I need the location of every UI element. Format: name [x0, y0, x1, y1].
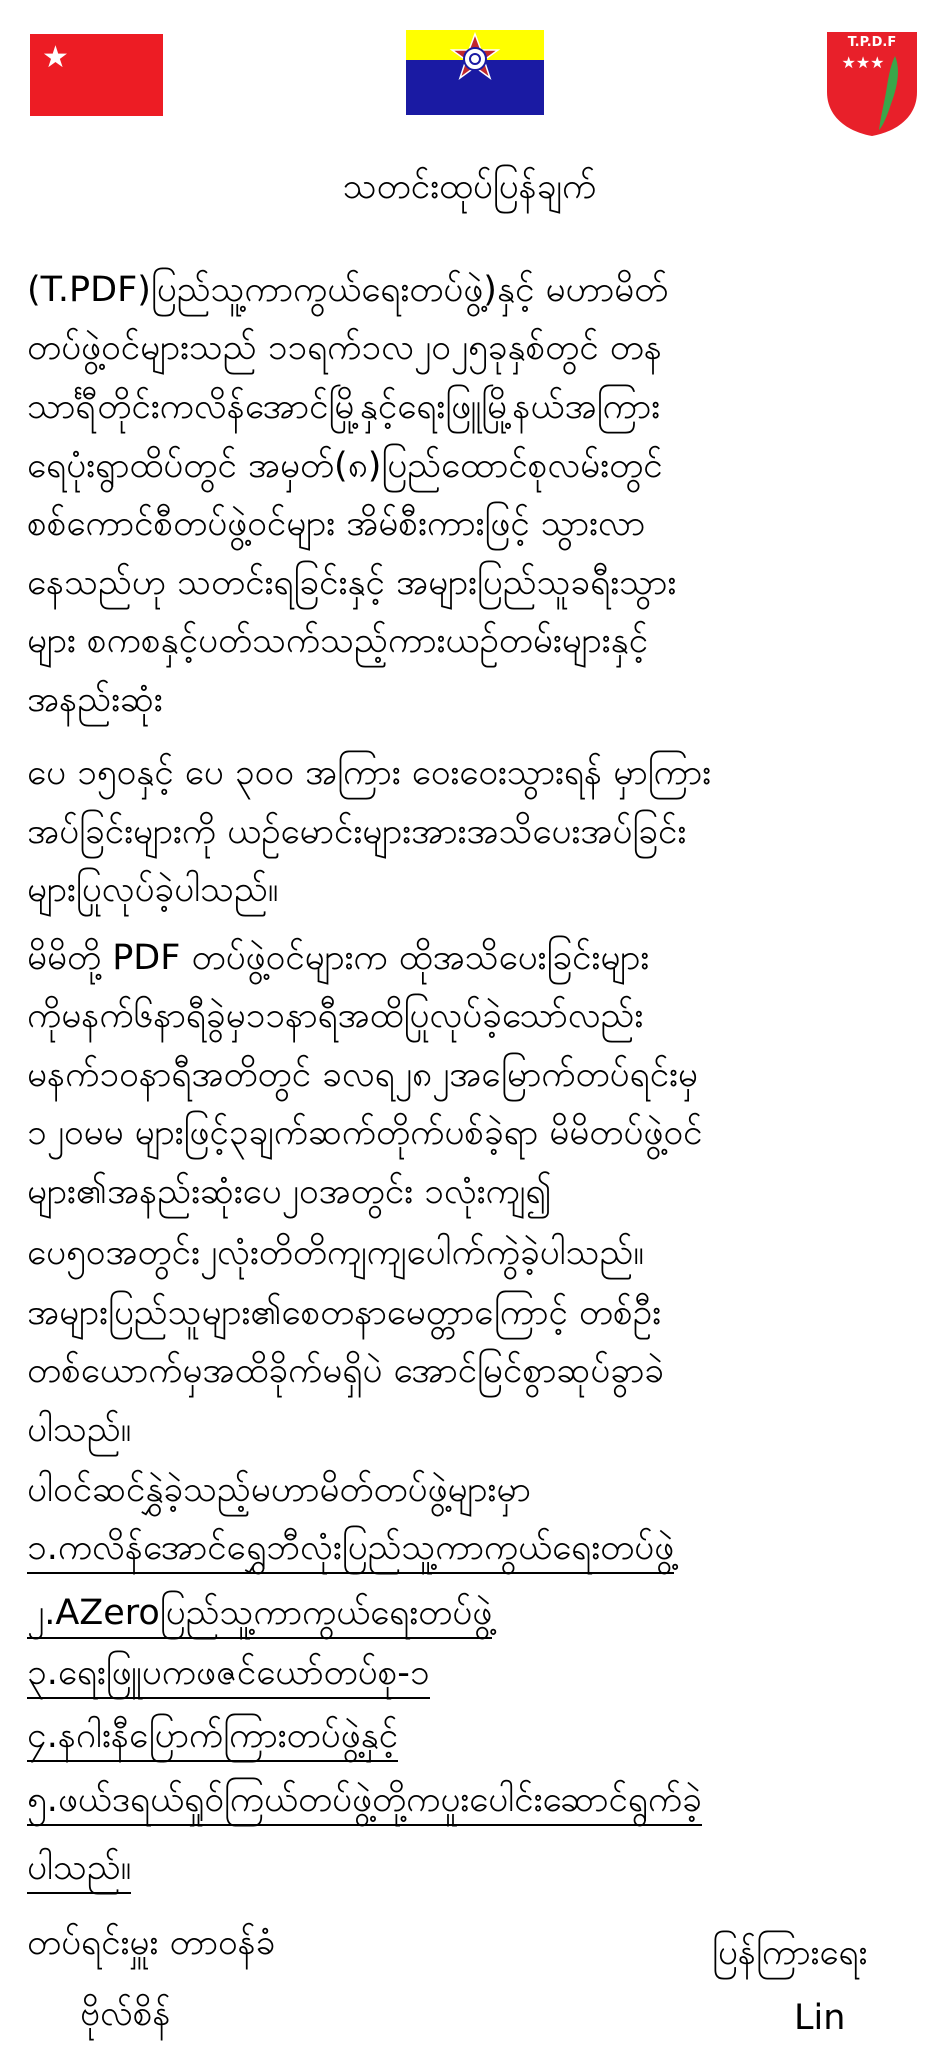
body-line: အနည်းဆုံး — [27, 680, 163, 720]
info-officer-name: Lin — [794, 1998, 846, 2038]
page-title: သတင်းထုပ်ပြန်ချက် — [342, 167, 597, 207]
commander-title: တပ်ရင်းမှူး တာဝန်ခံ — [27, 1923, 276, 1963]
body-line: နေသည်ဟု သတင်းရခြင်းနှင့် အများပြည်သူခရီးသွား — [27, 563, 677, 603]
ally-name: ပါသည်။ — [27, 1848, 131, 1894]
svg-text:★★★: ★★★ — [841, 53, 885, 72]
body-line: များ၏အနည်းဆုံးပေ၂၀အတွင်း ၁လုံးကျ၍ — [27, 1172, 552, 1212]
commander-name: ဗိုလ်စိန် — [80, 1994, 171, 2034]
body-line: ပါဝင်ဆင်နွှဲခဲ့သည့်မဟာမိတ်တပ်ဖွဲ့များမှာ — [27, 1470, 531, 1510]
ally-item — [27, 1520, 674, 1576]
body-line: အပ်ခြင်းများကို ယဉ်မောင်းများအားအသိပေးအပ်ခြင်း — [27, 812, 687, 852]
body-line: များ စကစနှင့်ပတ်သက်သည့်ကားယဉ်တမ်းများနှင့် — [27, 621, 649, 661]
ally-name: ၄.နဂါးနီပြောက်ကြားတပ်ဖွဲ့နှင့် — [27, 1716, 398, 1762]
ally-name: ၅.ဖယ်ဒရယ်ရှုဝ်ကြယ်တပ်ဖွဲ့တို့ကပူးပေါင်းဆောင်ရွက်ခဲ့ — [27, 1780, 702, 1826]
ally-item — [27, 1772, 702, 1828]
cogwheel-emblem-icon — [448, 32, 502, 88]
ally-name: ၂.AZeroပြည်သူ့ကာကွယ်ရေးတပ်ဖွဲ့ — [27, 1593, 492, 1639]
body-line: ပေ ၁၅၀နှင့် ပေ ၃၀၀ အကြား ဝေးဝေးသွားရန် မှာကြား — [27, 753, 712, 793]
body-line: သာင်္ရီတိုင်းကလိန်အောင်မြို့နှင့်ရေးဖြူမြို့နယ်အကြား — [27, 387, 661, 427]
ally-item — [27, 1585, 492, 1641]
star-icon: ★ — [42, 40, 69, 75]
ally-item — [27, 1840, 131, 1896]
red-star-flag — [30, 34, 163, 116]
body-line: စစ်ကောင်စီတပ်ဖွဲ့ဝင်များ အိမ်စီးကားဖြင့် သွားလာ — [27, 504, 646, 544]
body-line: ၁၂၀မမ များဖြင့်၃ချက်ဆက်တိုက်ပစ်ခဲ့ရာ မိမိတပ်ဖွဲ့ဝင် — [27, 1113, 703, 1153]
body-line: မနက်၁၀နာရီအတိတွင် ခလရ၂၈၂အမြောက်တပ်ရင်းမှ — [27, 1055, 698, 1095]
body-line: တပ်ဖွဲ့ဝင်များသည် ၁၁ရက်၁လ၂၀၂၅ခုနှစ်တွင် တန — [27, 328, 662, 368]
yellow-blue-flag — [406, 30, 544, 115]
body-line: များပြုလုပ်ခဲ့ပါသည်။ — [27, 870, 279, 910]
body-line: မိမိတို့ PDF တပ်ဖွဲ့ဝင်များက ထိုအသိပေးခြင်းများ — [27, 938, 650, 978]
body-line: တစ်ယောက်မှအထိခိုက်မရှိပဲ အောင်မြင်စွာဆုပ်ခွာခဲ — [27, 1351, 664, 1391]
body-line: ကိုမနက်၆နာရီခွဲမှ၁၁နာရီအထိပြုလုပ်ခဲ့သော်လည်း — [27, 996, 644, 1036]
tpdf-shield-logo — [825, 30, 919, 138]
body-line: ရေပုံးရွာထိပ်တွင် အမှတ်(၈)ပြည်ထောင်စုလမ်းတွင် — [27, 446, 663, 486]
body-line: ပါသည်။ — [27, 1410, 132, 1450]
ally-item — [27, 1708, 398, 1764]
body-line: (T.PDF)ပြည်သူ့ကာကွယ်ရေးတပ်ဖွဲ့)နှင့် မဟာမိတ် — [27, 270, 669, 310]
ally-name: ၃.ရေးဖြူပကဖဇင်ယော်တပ်စု-၁ — [27, 1653, 430, 1699]
info-officer-title: ပြန်ကြားရေး — [712, 1933, 868, 1973]
svg-text:T.P.D.F: T.P.D.F — [847, 35, 897, 50]
body-line: အများပြည်သူများ၏စေတနာမေတ္တာကြောင့် တစ်ဦး — [27, 1293, 661, 1333]
ally-item — [27, 1645, 430, 1701]
ally-name: ၁.ကလိန်အောင်ရွှေဘီလုံးပြည်သူ့ကာကွယ်ရေးတပ်ဖွဲ့ — [27, 1528, 674, 1574]
body-line: ပေ၅၀အတွင်း၂လုံးတိတိကျကျပေါက်ကွဲခဲ့ပါသည်။ — [27, 1233, 644, 1273]
